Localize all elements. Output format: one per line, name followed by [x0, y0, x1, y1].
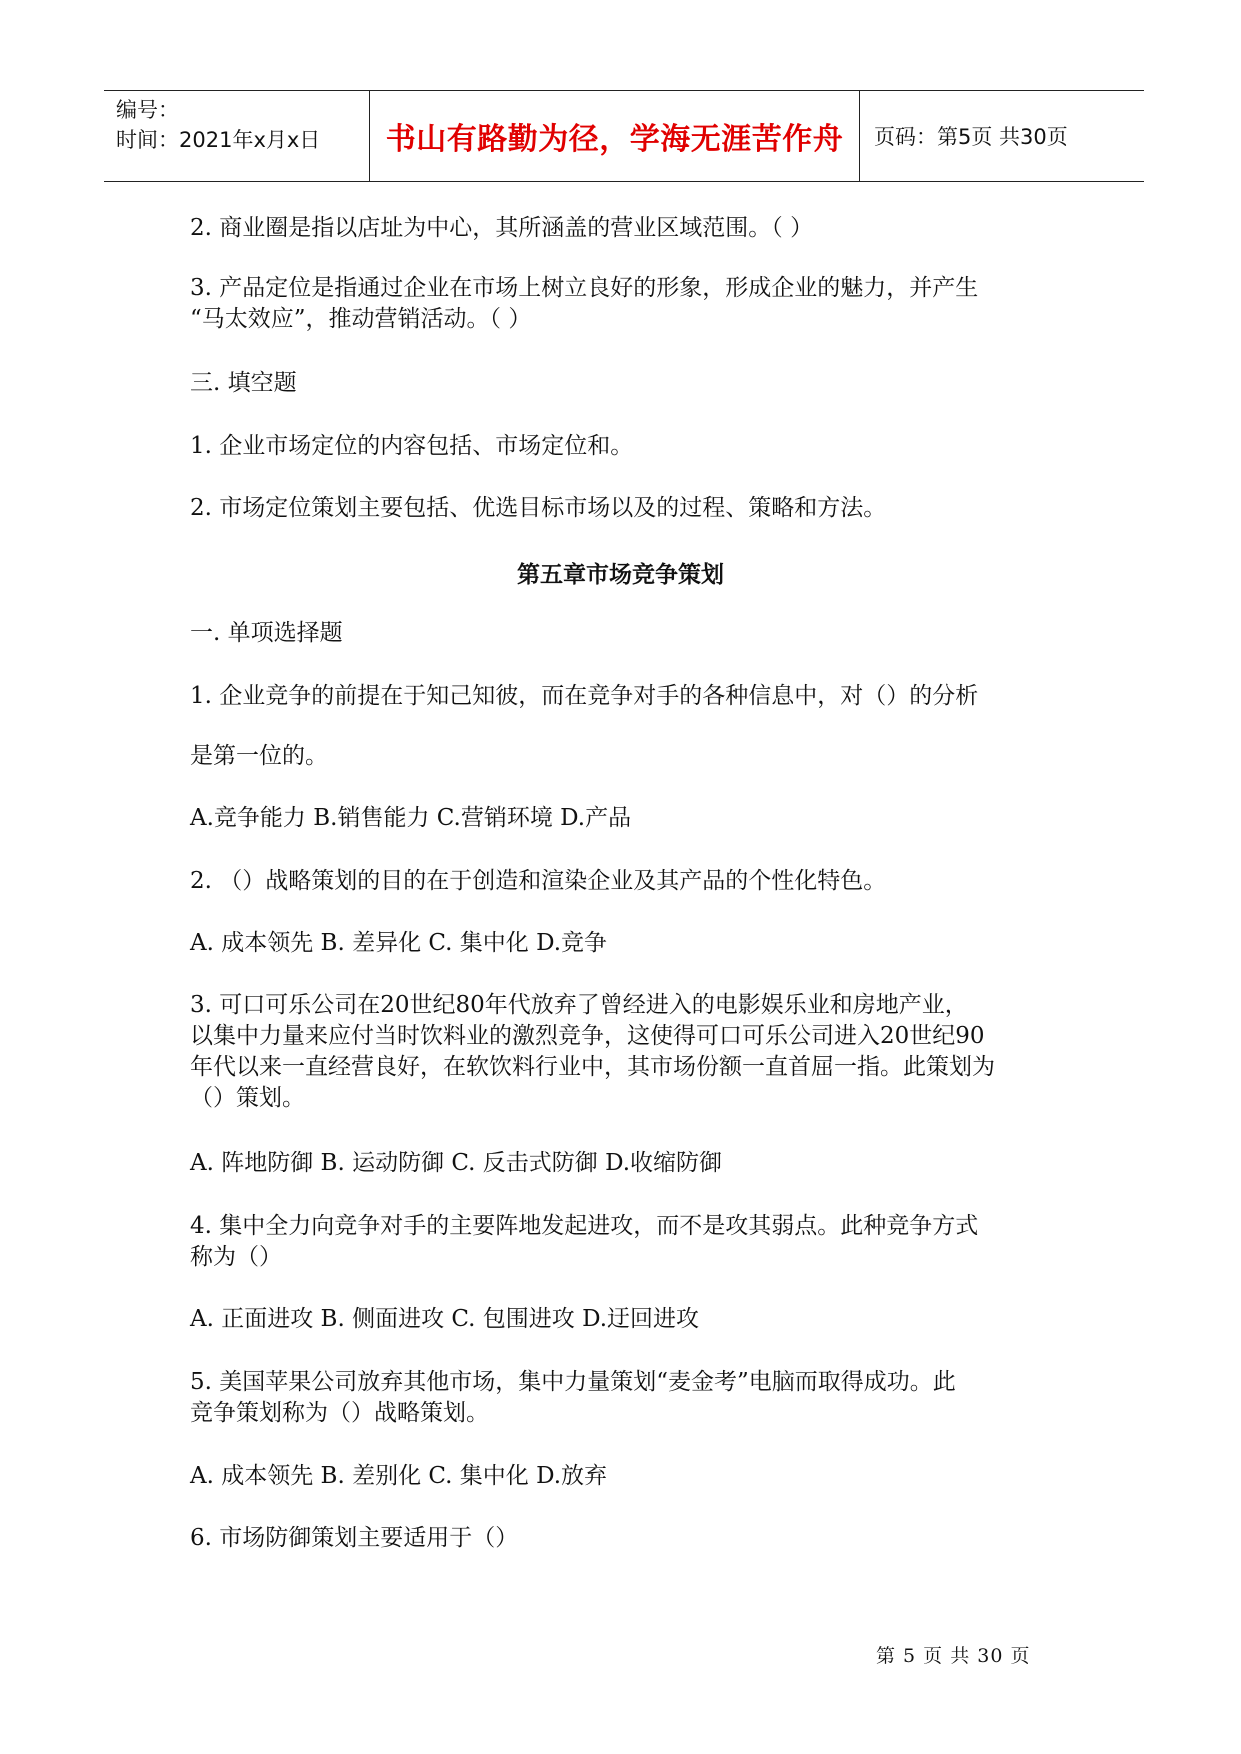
- page-footer: 第 5 页 共 30 页: [876, 1645, 1031, 1667]
- time-label: 时间：2021年x月x日: [116, 128, 321, 152]
- question-line: 6. 市场防御策划主要适用于（）: [190, 1525, 519, 1551]
- question-line: 2. 市场定位策划主要包括、优选目标市场以及的过程、策略和方法。: [190, 495, 887, 521]
- number-label: 编号：: [116, 98, 179, 122]
- question-line: 2. （）战略策划的目的在于创造和渲染企业及其产品的个性化特色。: [190, 868, 887, 894]
- question-line: 1. 企业市场定位的内容包括、市场定位和。: [190, 433, 634, 459]
- answer-options: A. 成本领先 B. 差别化 C. 集中化 D.放弃: [190, 1463, 608, 1489]
- question-line: （）策划。: [190, 1085, 305, 1111]
- header-page-info: 页码：第5页 共30页: [874, 125, 1068, 149]
- question-line: 3. 产品定位是指通过企业在市场上树立良好的形象，形成企业的魅力，并产生: [190, 275, 979, 301]
- answer-options: A.竞争能力 B.销售能力 C.营销环境 D.产品: [190, 805, 632, 831]
- question-line: 竞争策划称为（）战略策划。: [190, 1400, 489, 1426]
- question-line: 是第一位的。: [190, 743, 328, 769]
- page-header: [104, 90, 1144, 182]
- answer-options: A. 阵地防御 B. 运动防御 C. 反击式防御 D.收缩防御: [190, 1150, 723, 1176]
- header-meta: [104, 91, 370, 181]
- question-line: 3. 可口可乐公司在20世纪80年代放弃了曾经进入的电影娱乐业和房地产业，: [190, 992, 968, 1018]
- chapter-title: 第五章市场竞争策划: [517, 562, 724, 588]
- question-line: 以集中力量来应付当时饮料业的激烈竞争，这使得可口可乐公司进入20世纪90: [190, 1023, 985, 1049]
- question-line: 2. 商业圈是指以店址为中心，其所涵盖的营业区域范围。（ ）: [190, 215, 814, 241]
- question-line: 1. 企业竞争的前提在于知己知彼，而在竞争对手的各种信息中，对（）的分析: [190, 683, 979, 709]
- question-line: 5. 美国苹果公司放弃其他市场，集中力量策划“麦金考”电脑而取得成功。此: [190, 1369, 956, 1395]
- answer-options: A. 正面进攻 B. 侧面进攻 C. 包围进攻 D.迂回进攻: [190, 1306, 700, 1332]
- header-motto: 书山有路勤为径，学海无涯苦作舟: [370, 91, 860, 181]
- question-line: 称为（）: [190, 1244, 282, 1270]
- question-line: 4. 集中全力向竞争对手的主要阵地发起进攻，而不是攻其弱点。此种竞争方式: [190, 1213, 979, 1239]
- section-heading: 三. 填空题: [190, 370, 297, 396]
- question-line: 年代以来一直经营良好，在软饮料行业中，其市场份额一直首屈一指。此策划为: [190, 1054, 995, 1080]
- section-heading: 一. 单项选择题: [190, 620, 343, 646]
- answer-options: A. 成本领先 B. 差异化 C. 集中化 D.竞争: [190, 930, 608, 956]
- question-line: “马太效应”，推动营销活动。（ ）: [190, 306, 532, 332]
